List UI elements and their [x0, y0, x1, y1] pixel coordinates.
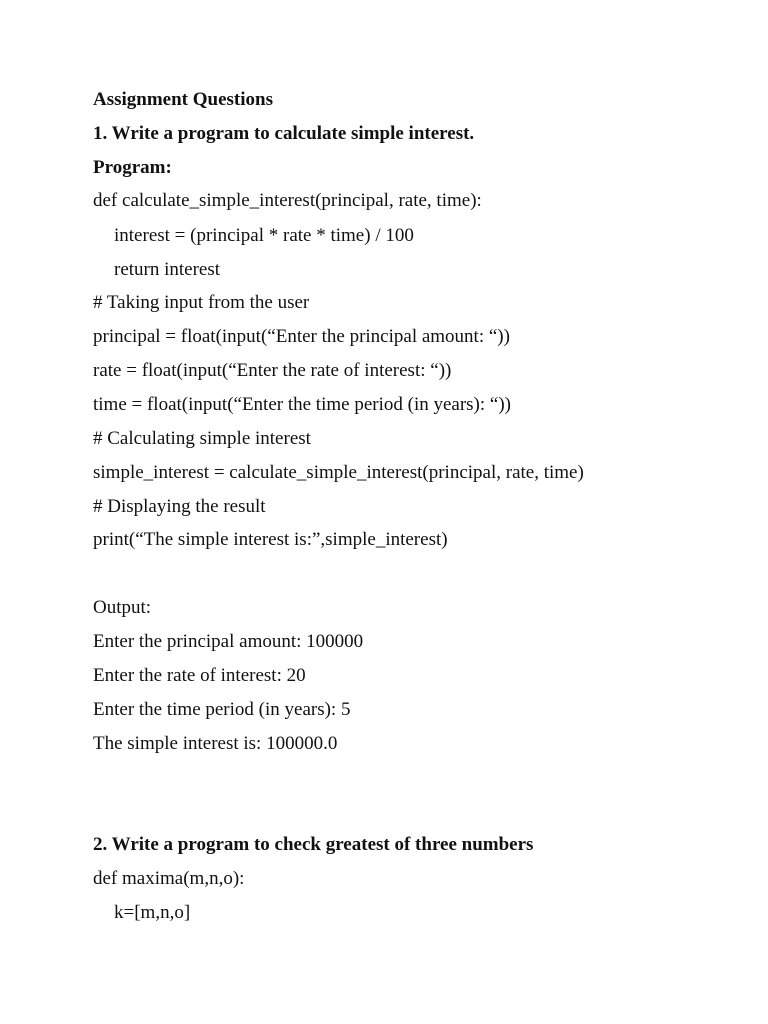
code-line: rate = float(input(“Enter the rate of interest: “)) [93, 360, 452, 381]
question-2-heading: 2. Write a program to check greatest of three numbers [93, 834, 534, 855]
code-line: principal = float(input(“Enter the principal amount: “)) [93, 326, 510, 347]
output-line: Enter the rate of interest: 20 [93, 665, 306, 686]
question-1-heading: 1. Write a program to calculate simple interest. [93, 123, 475, 144]
code-comment: # Displaying the result [93, 496, 266, 517]
code-line: def calculate_simple_interest(principal, rate, time): [93, 190, 482, 211]
code-line: return interest [114, 259, 221, 280]
code-line: interest = (principal * rate * time) / 100 [114, 225, 414, 246]
code-line: print(“The simple interest is:”,simple_interest) [93, 529, 448, 550]
code-line: k=[m,n,o] [114, 902, 191, 923]
output-line: The simple interest is: 100000.0 [93, 733, 338, 754]
code-comment: # Calculating simple interest [93, 428, 311, 449]
code-line: def maxima(m,n,o): [93, 868, 245, 889]
code-comment: # Taking input from the user [93, 292, 310, 313]
document-title: Assignment Questions [93, 89, 273, 110]
code-line: time = float(input(“Enter the time period (in years): “)) [93, 394, 511, 415]
program-label: Program: [93, 157, 172, 178]
code-line: simple_interest = calculate_simple_interest(principal, rate, time) [93, 462, 584, 483]
output-label: Output: [93, 597, 152, 618]
output-line: Enter the time period (in years): 5 [93, 699, 351, 720]
output-line: Enter the principal amount: 100000 [93, 631, 364, 652]
